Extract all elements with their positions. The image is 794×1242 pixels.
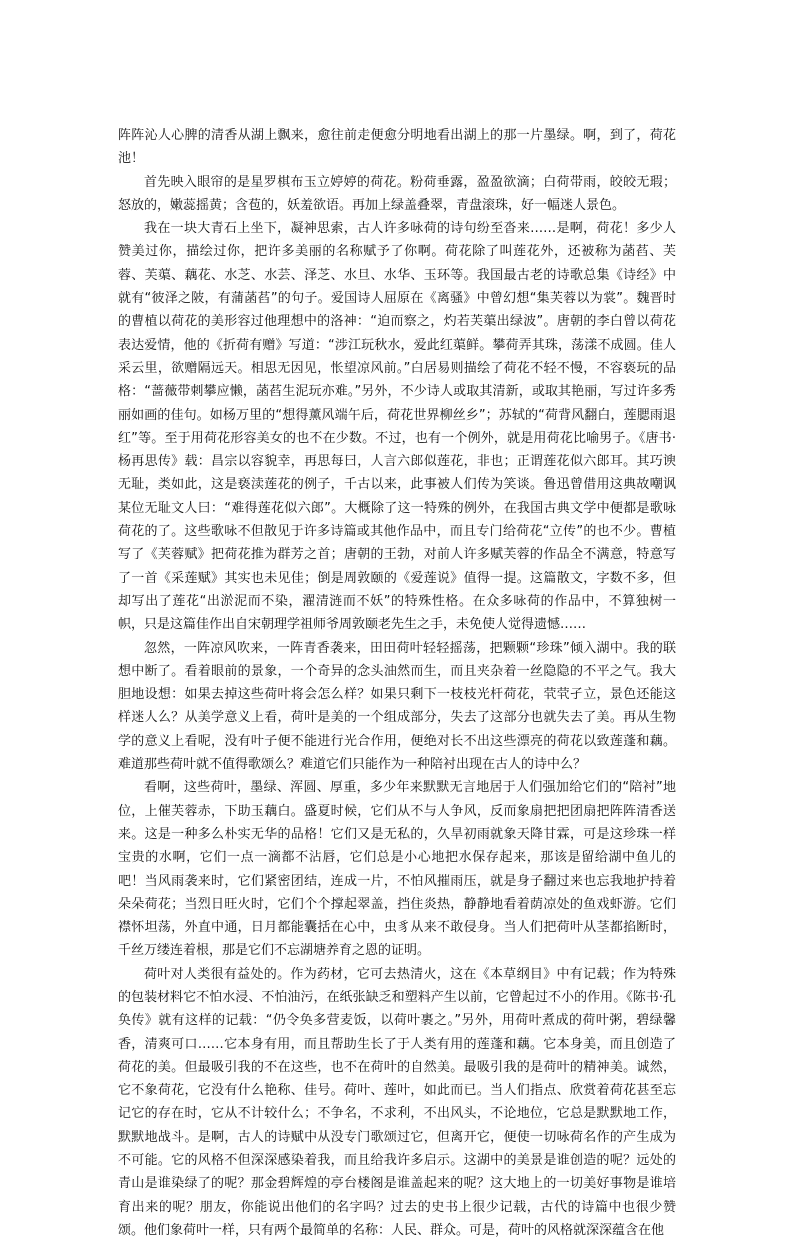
paragraph-4: 忽然，一阵凉风吹来，一阵青香袭来，田田荷叶轻轻摇荡，把颗颗“珍珠”倾入湖中。我的联想中断了。看着眼前的景象，一个奇异的念头油然而生，而且夹杂着一丝隐隐的不平之气。我大胆地设想：如果去掉这些荷叶将会怎么样？如果只剩下一枝枝光杆荷花，茕茕孑立，景色还能这样迷人么？从美学意义上看，荷叶是美的一个组成部分，失去了这部分也就失去了美。再从生物学的意义上看呢，没有叶子便不能进行光合作用，便绝对长不出这些漂亮的荷花以致莲蓬和藕。难道那些荷叶就不值得歌颂么？难道它们只能作为一种陪衬出现在古人的诗中么？ — [118, 640, 676, 773]
document-body — [118, 124, 676, 1242]
paragraph-6: 荷叶对人类很有益处的。作为药材，它可去热清火，这在《本草纲目》中有记载；作为特殊的包装材料它不怕水浸、不怕油污，在纸张缺乏和塑料产生以前，它曾起过不小的作用。《陈书·孔奂传》就有这样的记载：“仍令奂多营麦饭，以荷叶裹之。”另外，用荷叶煮成的荷叶粥，碧绿馨香，清爽可口……它本身有用，而且帮助生长了于人类有用的莲蓬和藕。它本身美，而且创造了荷花的美。但最吸引我的不在这些，也不在荷叶的自然美。最吸引我的是荷叶的精神美。诚然，它不象荷花，它没有什么艳称、佳号。荷叶、莲叶，如此而已。当人们指点、欣赏着荷花甚至忘记它的存在时，它从不计较什么；不争名，不求利，不出风头，不论地位，它总是默默地工作，默默地战斗。是啊，古人的诗赋中从没专门歌颂过它，但离开它，便使一切咏荷名作的产生成为不可能。它的风格不但深深感染着我，而且给我许多启示。这湖中的美景是谁创造的呢？远处的青山是谁染绿了的呢？那金碧辉煌的亭台楼阁是谁盖起来的呢？这大地上的一切美好事物是谁培育出来的呢？朋友，你能说出他们的名字吗？过去的史书上很少记载，古代的诗篇中也很少赞颂。他们象荷叶一样，只有两个最简单的名称：人民、群众。可是，荷叶的风格就深深蕴含在他 — [118, 966, 676, 1238]
paragraph-5: 看啊，这些荷叶，墨绿、浑圆、厚重，多少年来默默无言地居于人们强加给它们的“陪衬”地位，上催芙蓉赤，下助玉藕白。盛夏时候，它们从不与人争风，反而象扇把把团扇把阵阵清香送来。这是一种多么朴实无华的品格！它们又是无私的，久旱初雨就象天降甘霖，可是这珍珠一样宝贵的水啊，它们一点一滴都不沾唇，它们总是小心地把水保存起来，那该是留给湖中鱼儿的吧！当风雨袭来时，它们紧密团结，连成一片，不怕风摧雨压，就是身子翻过来也忘我地护持着朵朵荷花；当烈日旺火时，它们个个撑起翠盖，挡住炎热，静静地看着荫凉处的鱼戏虾游。它们襟怀坦荡，外直中通，日月都能囊括在心中，虫豸从来不敢侵身。当人们把荷叶从茎都掐断时，千丝万缕连着根，那是它们不忘湖塘养育之恩的证明。 — [118, 780, 676, 959]
paragraph-1: 阵阵沁人心脾的清香从湖上飘来，愈往前走便愈分明地看出湖上的那一片墨绿。啊，到了，荷花池！ — [118, 128, 676, 167]
paragraph-2: 首先映入眼帘的是星罗棋布玉立婷婷的荷花。粉荷垂露，盈盈欲滴；白荷带雨，皎皎无瑕；怒放的，嫩蕊摇黄；含苞的，妖羞欲语。再加上绿盖叠翠，青盘滚珠，好一幅迷人景色。 — [118, 174, 676, 213]
paragraph-3: 我在一块大青石上坐下，凝神思索，古人许多咏荷的诗句纷至沓来……是啊，荷花！多少人赞美过你，描绘过你，把许多美丽的名称赋予了你啊。荷花除了叫莲花外，还被称为菡萏、芙蓉、芙蕖、藕花、水芝、水芸、泽芝、水旦、水华、玉环等。我国最古老的诗歌总集《诗经》中就有“彼泽之陂，有蒲菡萏”的句子。爱国诗人屈原在《离骚》中曾幻想“集芙蓉以为裳”。魏晋时的曹植以荷花的美形容过他理想中的洛神：“迫而察之，灼若芙蕖出绿波”。唐朝的李白曾以荷花表达爱情，他的《折荷有赠》写道：“涉江玩秋水，爱此红蕖鲜。攀荷弄其珠，荡漾不成圆。佳人采云里，欲赠隔远天。相思无因见，怅望凉风前。”白居易则描绘了荷花不轻不慢，不容亵玩的品格：“蔷薇带刺攀应懒，菡萏生泥玩亦难。”另外，不少诗人或取其清新，或取其艳丽，写过许多秀丽如画的佳句。如杨万里的“想得薰风端午后，荷花世界柳丝乡”；苏轼的“荷背风翻白，莲腮雨退红”等。至于用荷花形容美女的也不在少数。不过，也有一个例外，就是用荷花比喻男子。《唐书·杨再思传》载：昌宗以容貌幸，再思每曰，人言六郎似莲花，非也；正谓莲花似六郎耳。其巧谀无耻，类如此，这是亵渎莲花的例子，千古以来，此事被人们传为笑谈。鲁迅曾借用这典故嘲讽某位无耻文人曰：“难得莲花似六郎”。大概除了这一特殊的例外，在我国古典文学中便都是歌咏荷花的了。这些歌咏不但散见于许多诗篇或其他作品中，而且专门给荷花“立传”的也不少。曹植写了《芙蓉赋》把荷花推为群芳之首；唐朝的王勃，对前人许多赋芙蓉的作品全不满意，特意写了一首《采莲赋》其实也未见佳；倒是周敦颐的《爱莲说》值得一提。这篇散文，字数不多，但却写出了莲花“出淤泥而不染，濯清涟而不妖”的特殊性格。在众多咏荷的作品中，不算独树一帜，只是这篇佳作出自宋朝理学祖师爷周敦颐老先生之手，未免使人觉得遗憾…… — [118, 221, 676, 633]
